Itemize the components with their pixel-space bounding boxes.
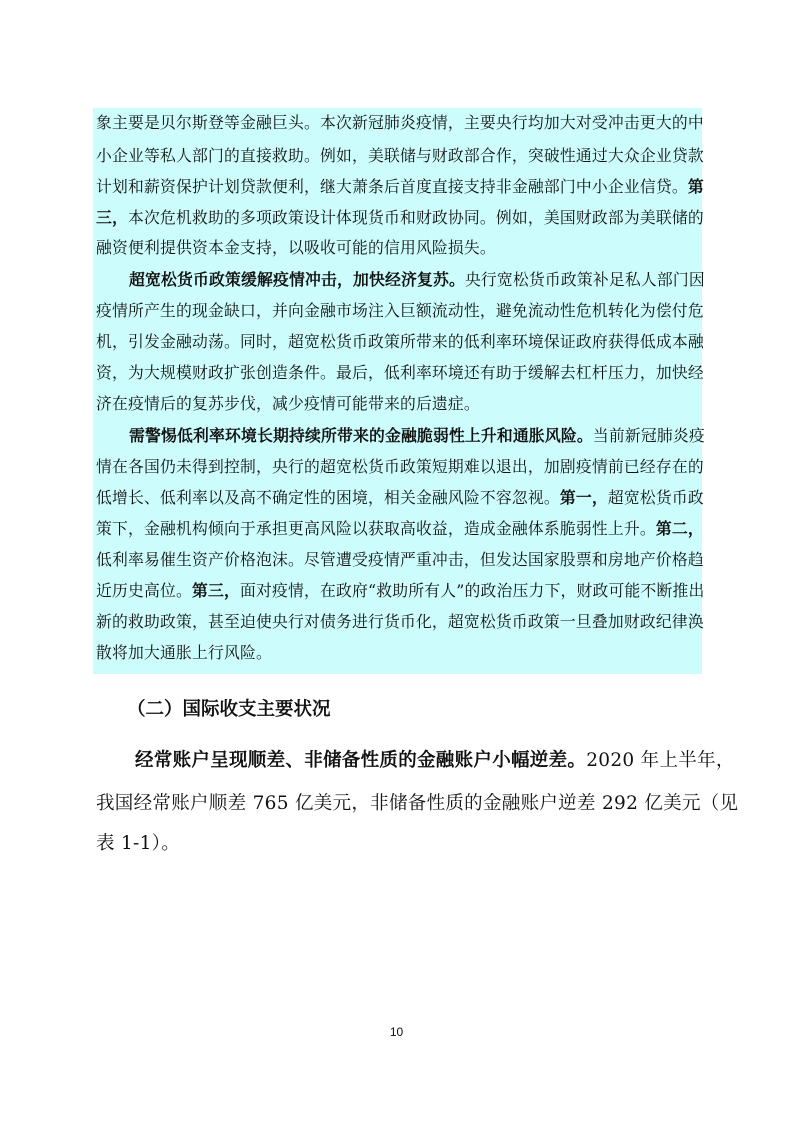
- text-line: 策下，金融机构倾向于承担更高风险以获取高收益，造成金融体系脆弱性上升。第二，: [96, 519, 704, 538]
- text-line: 机，引发金融动荡。同时，超宽松货币政策所带来的低利率环境保证政府获得低成本融: [96, 332, 704, 351]
- text-line: 近历史高位。第三，面对疫情，在政府“救助所有人”的政治压力下，财政可能不断推出: [96, 581, 705, 600]
- section-heading: （二）国际收支主要状况: [127, 699, 331, 720]
- text-line: 资，为大规模财政扩张创造条件。最后，低利率环境还有助于缓解去杠杆压力，加快经: [96, 363, 704, 382]
- text-line: 低利率易催生资产价格泡沫。尽管遭受疫情严重冲击，但发达国家股票和房地产价格趋: [96, 550, 704, 569]
- page-number: 10: [389, 1025, 404, 1039]
- text-line: 计划和薪资保护计划贷款便利，继大萧条后首度直接支持非金融部门中小企业信贷。第: [96, 177, 704, 196]
- text-line: 三，本次危机救助的多项政策设计体现货币和财政协同。例如，美国财政部为美联储的: [96, 208, 704, 227]
- text-line: 需警惕低利率环境长期持续所带来的金融脆弱性上升和通胀风险。当前新冠肺炎疫: [129, 426, 705, 445]
- text-line: 超宽松货币政策缓解疫情冲击，加快经济复苏。央行宽松货币政策补足私人部门因: [129, 270, 705, 289]
- text-line: 我国经常账户顺差 765 亿美元，非储备性质的金融账户逆差 292 亿美元（见: [96, 793, 739, 814]
- text-line: 济在疫情后的复苏步伐，减少疫情可能带来的后遗症。: [96, 394, 480, 413]
- text-line: 低增长、低利率以及高不确定性的困境，相关金融风险不容忽视。第一，超宽松货币政: [96, 488, 704, 507]
- text-line: 情在各国仍未得到控制，央行的超宽松货币政策短期难以退出，加剧疫情前已经存在的: [96, 457, 704, 476]
- text-line: 象主要是贝尔斯登等金融巨头。本次新冠肺炎疫情，主要央行均加大对受冲击更大的中: [96, 113, 704, 132]
- text-line: 融资便利提供资本金支持，以吸收可能的信用风险损失。: [96, 238, 496, 257]
- text-line: 新的救助政策，甚至迫使央行对债务进行货币化，超宽松货币政策一旦叠加财政纪律涣: [96, 612, 704, 631]
- text-line: 经常账户呈现顺差、非储备性质的金融账户小幅逆差。2020 年上半年，: [135, 750, 735, 771]
- text-line: 小企业等私人部门的直接救助。例如，美联储与财政部合作，突破性通过大众企业贷款: [96, 146, 704, 165]
- text-line: 疫情所产生的现金缺口，并向金融市场注入巨额流动性，避免流动性危机转化为偿付危: [96, 301, 704, 320]
- text-line: 表 1-1）。: [96, 833, 181, 854]
- text-line: 散将加大通胀上行风险。: [96, 643, 272, 662]
